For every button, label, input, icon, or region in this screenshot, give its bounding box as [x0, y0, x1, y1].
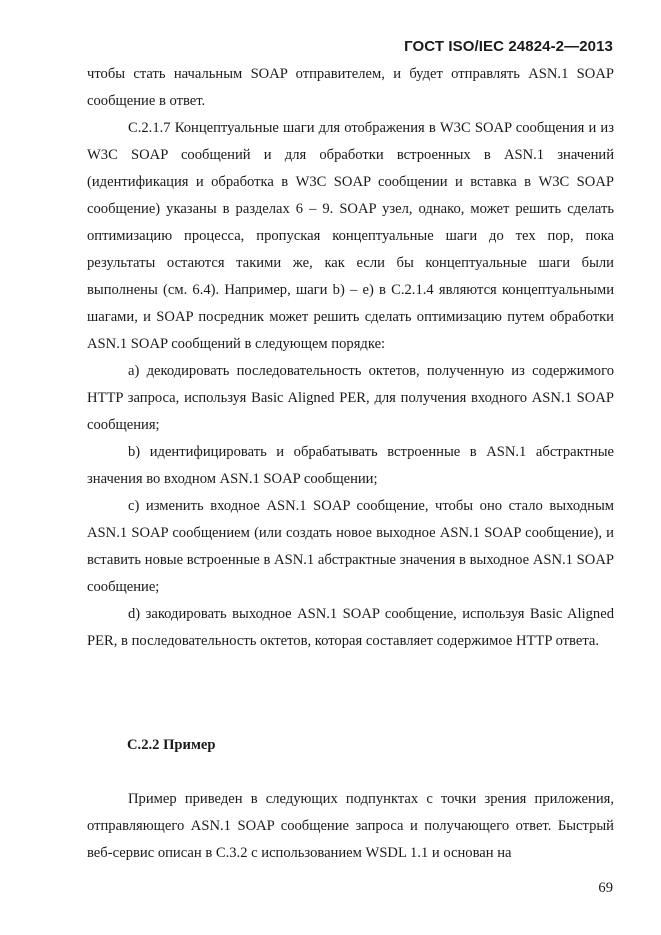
section-heading: С.2.2 Пример [127, 737, 216, 753]
document-header: ГОСТ ISO/IEC 24824-2—2013 [404, 38, 613, 55]
list-item: a) декодировать последовательность октетов, полученную из содержимого HTTP запроса, используя Basic Aligned PER, для получения входного ASN.1 SOAP сообщения; [87, 363, 614, 433]
section-body [87, 786, 614, 867]
list-item: b) идентифицировать и обрабатывать встроенные в ASN.1 абстрактные значения во входном ASN.1 SOAP сообщении; [87, 444, 614, 487]
paragraph: Пример приведен в следующих подпунктах с точки зрения приложения, отправляющего ASN.1 SOAP сообщение запроса и получающего ответ. Быстрый веб-сервис описан в С.3.2 с использованием WSDL 1.1 и основан на [87, 791, 614, 861]
page-number: 69 [598, 880, 613, 896]
list-item: d) закодировать выходное ASN.1 SOAP сообщение, используя Basic Aligned PER, в последовательность октетов, которая составляет содержимое HTTP ответа. [87, 606, 614, 649]
list-item: c) изменить входное ASN.1 SOAP сообщение, чтобы оно стало выходным ASN.1 SOAP сообщением (или создать новое выходное ASN.1 SOAP сообщение), и вставить новые встроенные в ASN.1 абстрактные значения в выходное ASN.1 SOAP сообщение; [87, 498, 614, 595]
paragraph: С.2.1.7 Концептуальные шаги для отображения в W3C SOAP сообщения и из W3C SOAP сообщений и для обработки встроенных в ASN.1 значений (идентификация и обработка в W3C SOAP сообщении и вставка в W3C SOAP сообщение) указаны в разделах 6 – 9. SOAP узел, однако, может решить сделать оптимизацию процесса, пропуская концептуальные шаги до тех пор, пока результаты остаются такими же, как если бы концептуальные шаги были выполнены (см. 6.4). Например, шаги b) – e) в С.2.1.4 являются концептуальными шагами, и SOAP посредник может решить сделать оптимизацию путем обработки ASN.1 SOAP сообщений в следующем порядке: [87, 120, 614, 352]
paragraph: чтобы стать начальным SOAP отправителем, и будет отправлять ASN.1 SOAP сообщение в ответ. [87, 66, 614, 109]
body-text [87, 61, 614, 655]
